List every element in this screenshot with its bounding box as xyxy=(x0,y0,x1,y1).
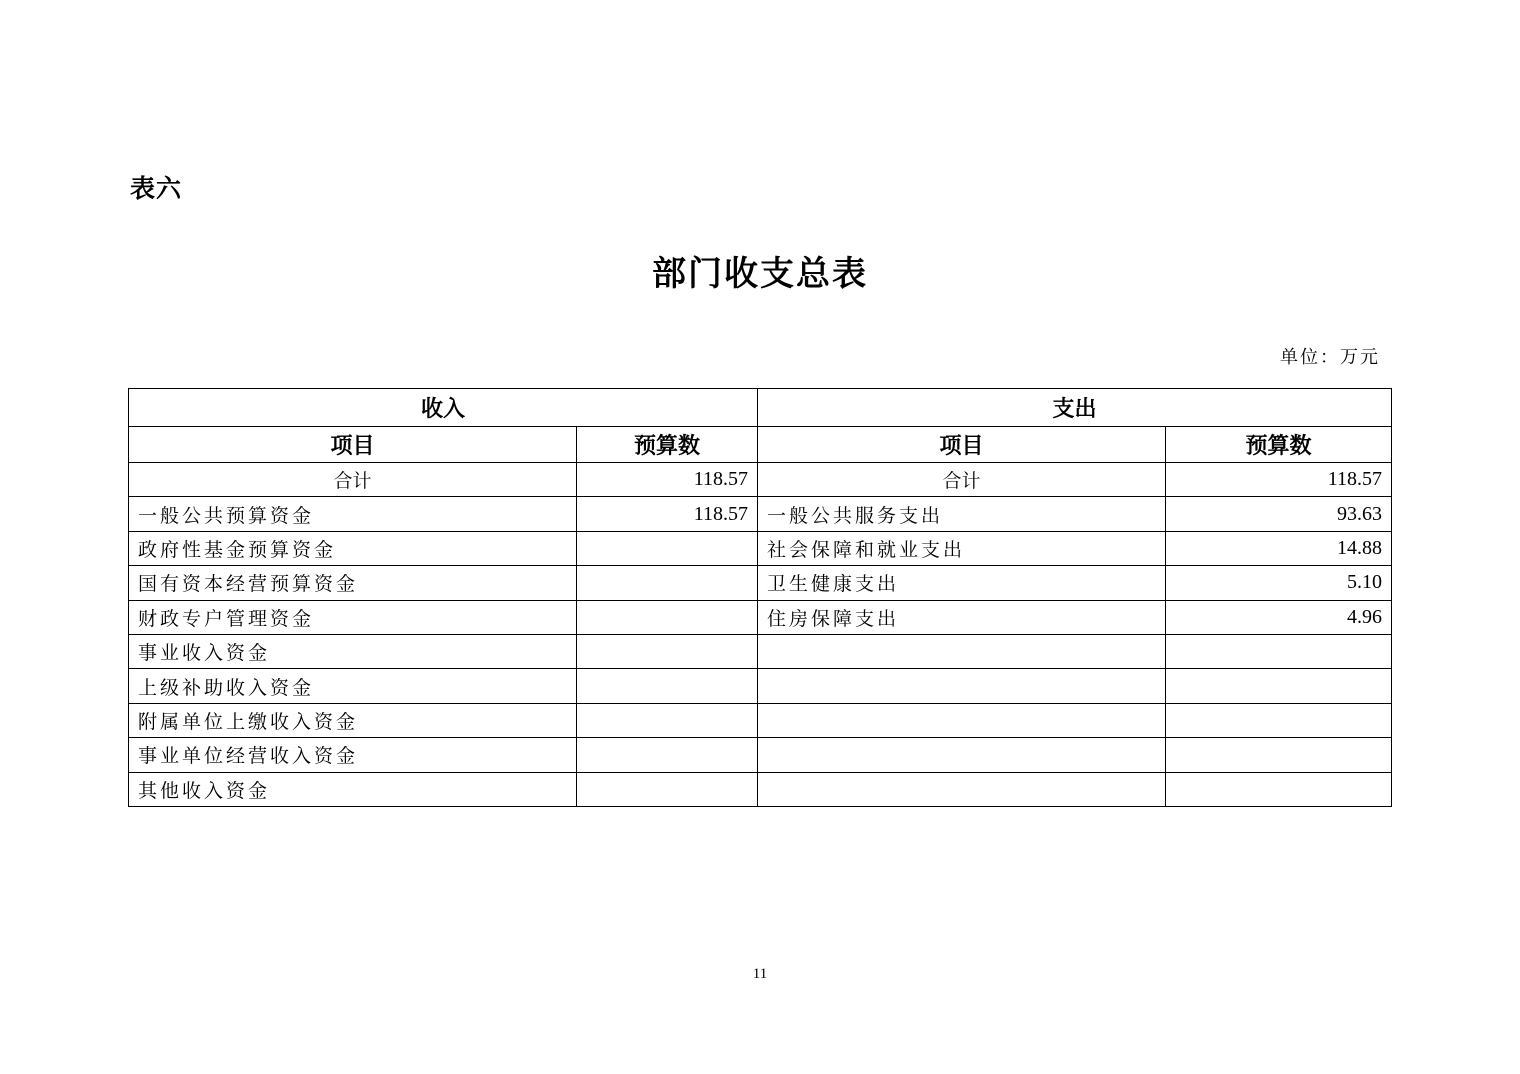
expense-item-value xyxy=(1166,634,1392,668)
expense-item-name xyxy=(758,669,1166,703)
expense-item-name xyxy=(758,738,1166,772)
table-row xyxy=(129,600,1392,634)
expense-item-name: 社会保障和就业支出 xyxy=(758,531,1166,565)
income-item-name: 其他收入资金 xyxy=(129,772,577,806)
table-row xyxy=(129,634,1392,668)
expense-item-value xyxy=(1166,669,1392,703)
table-row xyxy=(129,738,1392,772)
table-label: 表六 xyxy=(130,174,183,203)
income-section-header: 收入 xyxy=(129,389,758,427)
income-item-value xyxy=(577,772,758,806)
income-budget-column-header: 预算数 xyxy=(577,427,758,463)
total-row xyxy=(129,463,1392,497)
expense-item-name: 住房保障支出 xyxy=(758,600,1166,634)
column-header-row xyxy=(129,427,1392,463)
income-item-value: 118.57 xyxy=(577,497,758,531)
expense-section-header: 支出 xyxy=(758,389,1392,427)
income-item-name: 事业单位经营收入资金 xyxy=(129,738,577,772)
income-item-name: 政府性基金预算资金 xyxy=(129,531,577,565)
income-item-value xyxy=(577,634,758,668)
income-item-name: 财政专户管理资金 xyxy=(129,600,577,634)
income-total-label: 合计 xyxy=(129,463,577,497)
expense-item-name xyxy=(758,772,1166,806)
table-body xyxy=(129,389,1392,807)
expense-item-name xyxy=(758,703,1166,737)
expense-budget-column-header: 预算数 xyxy=(1166,427,1392,463)
income-item-name: 上级补助收入资金 xyxy=(129,669,577,703)
income-item-value xyxy=(577,566,758,600)
expense-total-value: 118.57 xyxy=(1166,463,1392,497)
income-item-name: 事业收入资金 xyxy=(129,634,577,668)
income-item-value xyxy=(577,600,758,634)
expense-item-name xyxy=(758,634,1166,668)
table-row xyxy=(129,531,1392,565)
table-row xyxy=(129,497,1392,531)
income-item-value xyxy=(577,669,758,703)
income-item-name: 国有资本经营预算资金 xyxy=(129,566,577,600)
expense-item-value: 4.96 xyxy=(1166,600,1392,634)
table-row xyxy=(129,669,1392,703)
budget-summary-table xyxy=(128,388,1392,807)
table-row xyxy=(129,566,1392,600)
expense-item-column-header: 项目 xyxy=(758,427,1166,463)
table-row xyxy=(129,772,1392,806)
page-title: 部门收支总表 xyxy=(652,254,868,294)
expense-item-value xyxy=(1166,738,1392,772)
income-item-value xyxy=(577,738,758,772)
unit-note: 单位：万元 xyxy=(1280,347,1380,368)
expense-item-value: 93.63 xyxy=(1166,497,1392,531)
income-item-value xyxy=(577,703,758,737)
expense-item-value: 5.10 xyxy=(1166,566,1392,600)
page-number: 11 xyxy=(752,966,768,982)
income-item-name: 一般公共预算资金 xyxy=(129,497,577,531)
section-header-row xyxy=(129,389,1392,427)
expense-item-value xyxy=(1166,772,1392,806)
expense-item-name: 一般公共服务支出 xyxy=(758,497,1166,531)
income-item-column-header: 项目 xyxy=(129,427,577,463)
expense-item-name: 卫生健康支出 xyxy=(758,566,1166,600)
expense-item-value: 14.88 xyxy=(1166,531,1392,565)
income-total-value: 118.57 xyxy=(577,463,758,497)
income-item-name: 附属单位上缴收入资金 xyxy=(129,703,577,737)
expense-total-label: 合计 xyxy=(758,463,1166,497)
expense-item-value xyxy=(1166,703,1392,737)
income-item-value xyxy=(577,531,758,565)
table-row xyxy=(129,703,1392,737)
